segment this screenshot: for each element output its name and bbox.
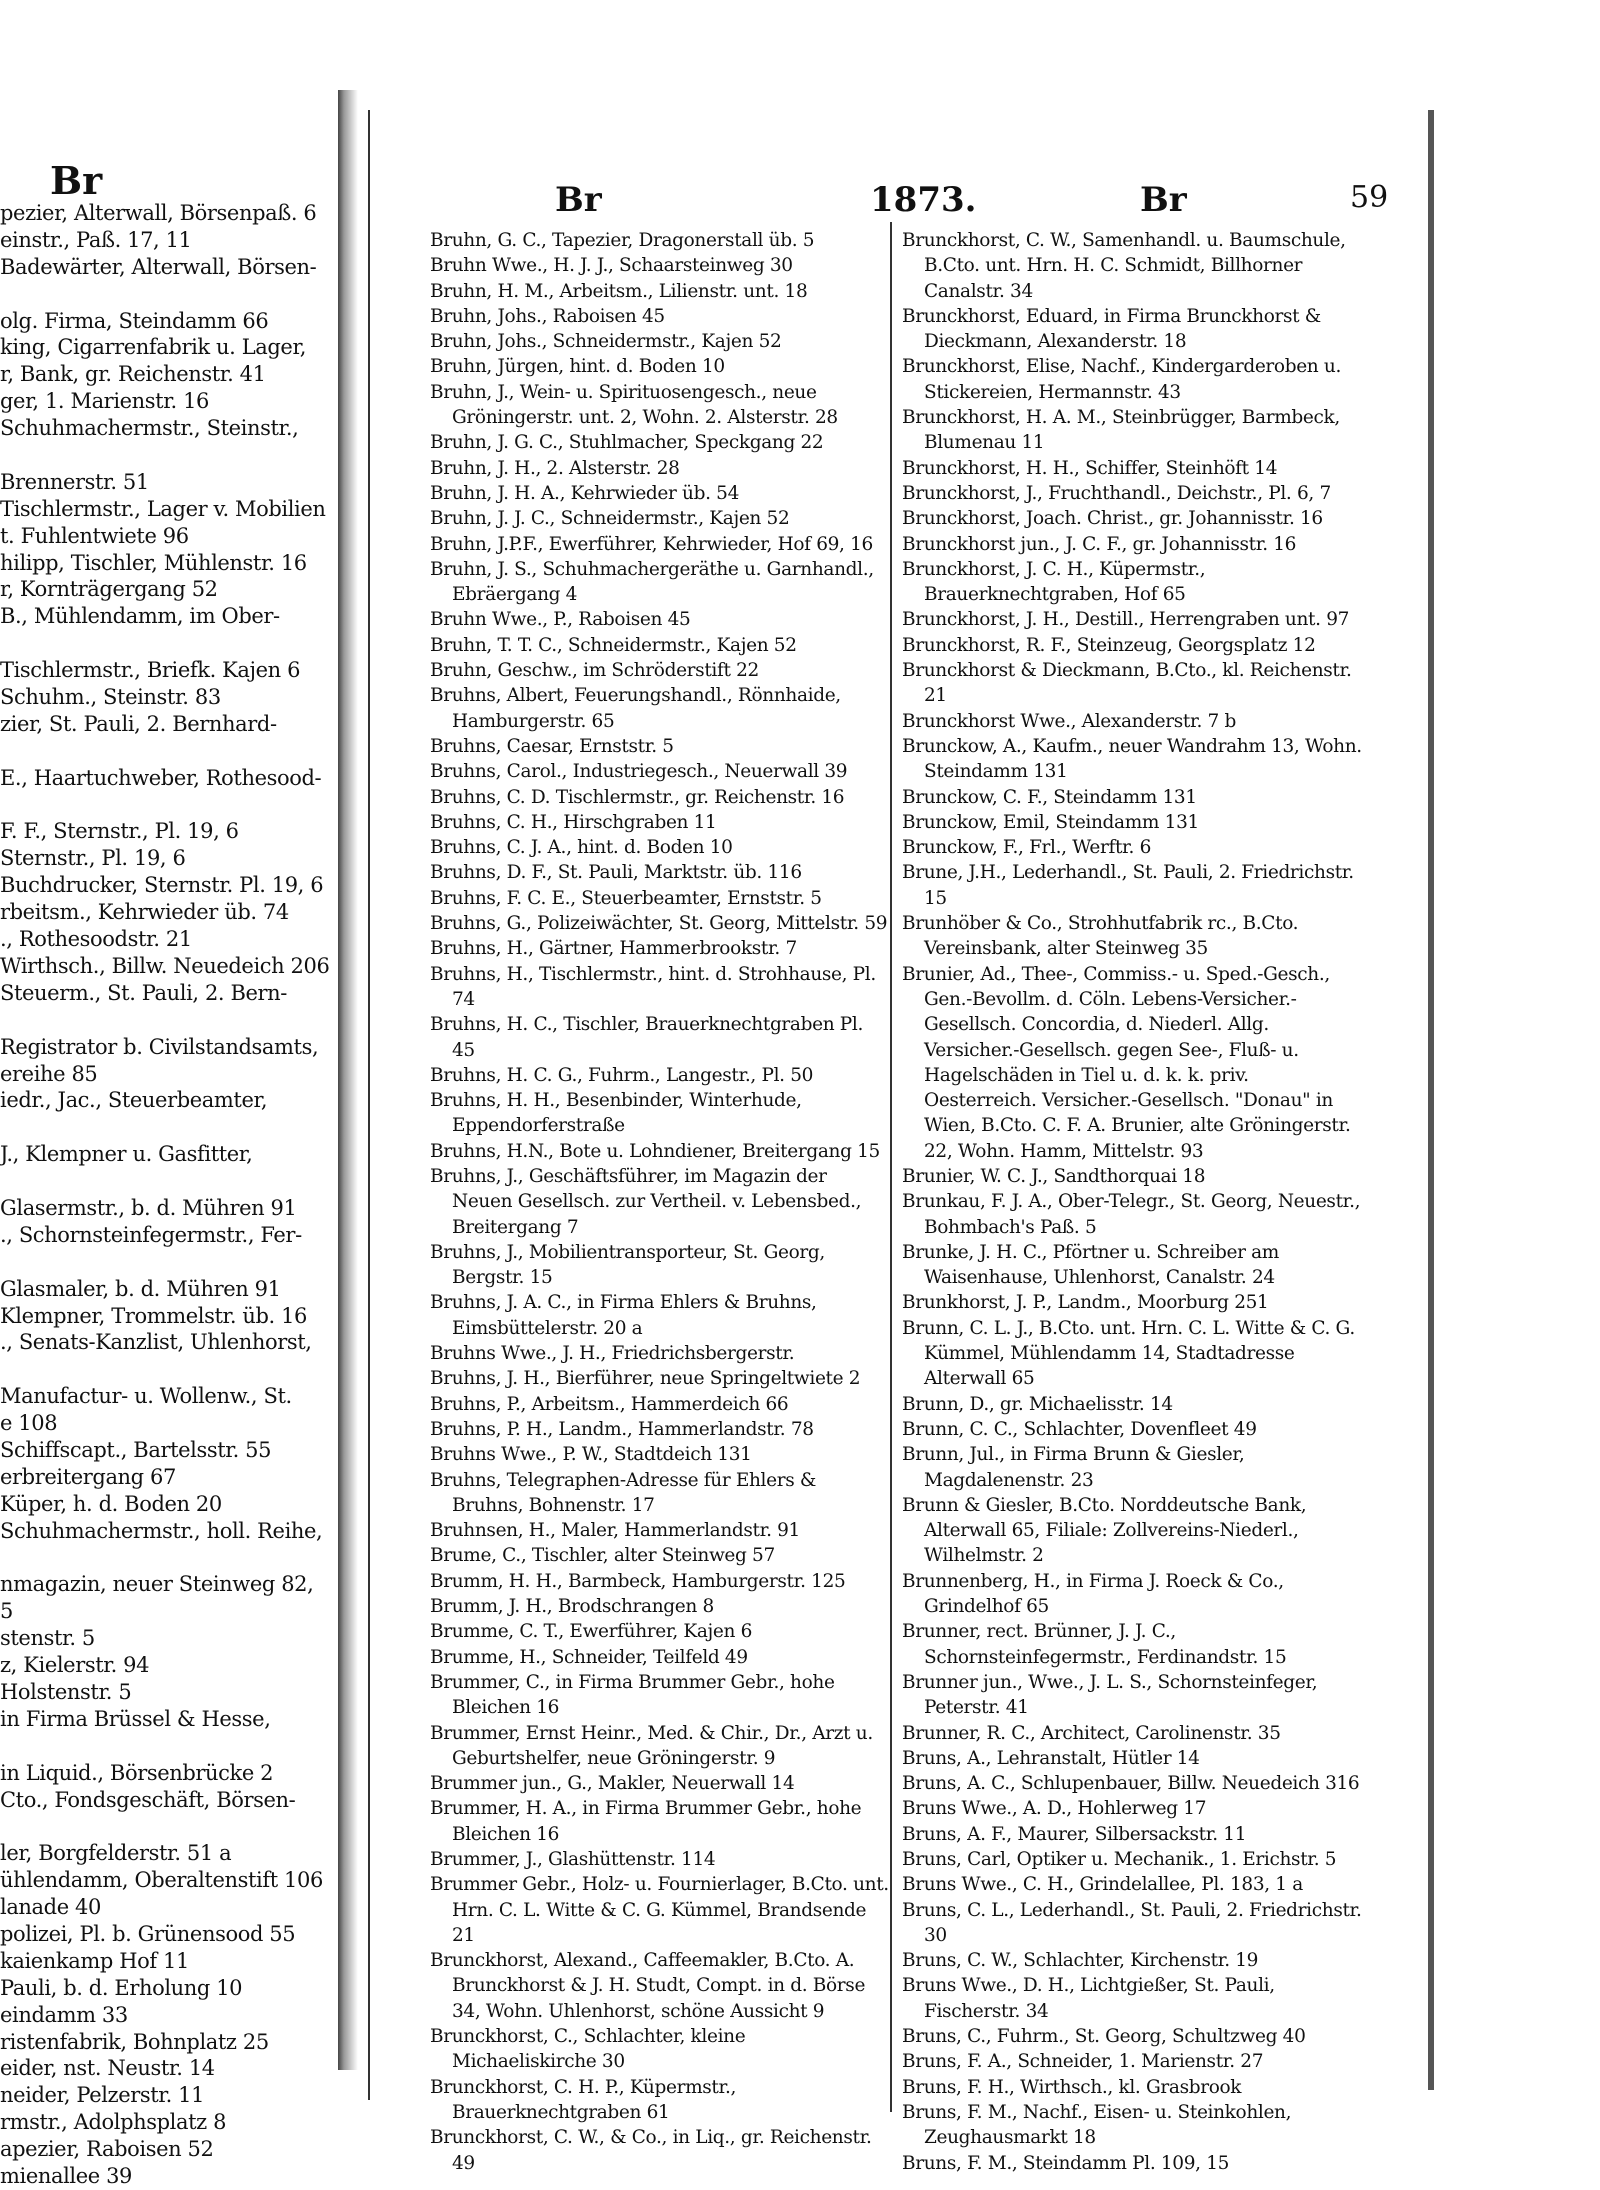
directory-entry: Brunckhorst & Dieckmann, B.Cto., kl. Reichenstr. 21 <box>902 660 1352 707</box>
directory-entry: Brunnenberg, H., in Firma J. Roeck & Co., Grindelhof 65 <box>902 1570 1284 1618</box>
directory-entry: Brunier, W. C. J., Sandthorquai 18 <box>902 1165 1206 1187</box>
directory-entry: Bruhn, Geschw., im Schröderstift 22 <box>430 660 759 682</box>
left-page-line <box>0 442 338 469</box>
directory-entry: Bruhns, H., Gärtner, Hammerbrookstr. 7 <box>430 938 797 960</box>
left-page-line: Glasmaler, b. d. Mühren 91 <box>0 1276 281 1301</box>
left-page-line: kaienkamp Hof 11 <box>0 1948 189 1973</box>
directory-entry: Brunhöber & Co., Strohhutfabrik rc., B.Cto. Vereinsbank, alter Steinweg 35 <box>902 913 1299 960</box>
directory-column-left <box>430 228 890 2176</box>
left-page-line: in Liquid., Börsenbrücke 2 <box>0 1760 274 1785</box>
left-page-line: Buchdrucker, Sternstr. Pl. 19, 6 <box>0 873 324 898</box>
left-page-line: rmstr., Adolphsplatz 8 <box>0 2110 227 2135</box>
directory-entry: Brunn, Jul., in Firma Brunn & Giesler, Magdalenenstr. 23 <box>902 1444 1245 1491</box>
page-number: 59 <box>1350 180 1389 215</box>
left-page-header: Br <box>50 158 103 203</box>
directory-entry: Brummer, Ernst Heinr., Med. & Chir., Dr., Arzt u. Geburtshelfer, neue Gröningerstr. 9 <box>430 1722 873 1769</box>
directory-entry: Brunckhorst, Elise, Nachf., Kindergarderoben u. Stickereien, Hermannstr. 43 <box>902 356 1341 403</box>
left-page-line: z, Kielerstr. 94 <box>0 1653 150 1678</box>
directory-entry: Brunkau, F. J. A., Ober-Telegr., St. Georg, Neuestr., Bohmbach's Paß. 5 <box>902 1191 1361 1238</box>
directory-entry: Bruns, C. W., Schlachter, Kirchenstr. 19 <box>902 1950 1259 1972</box>
left-page-line: e 108 <box>0 1411 58 1436</box>
directory-entry: Bruhns Wwe., P. W., Stadtdeich 131 <box>430 1444 752 1466</box>
directory-entry: Bruhns, H., Tischlermstr., hint. d. Strohhause, Pl. 74 <box>430 963 876 1010</box>
running-head <box>370 180 1389 220</box>
left-page-line: stenstr. 5 <box>0 1626 95 1651</box>
directory-entry: Brunckow, C. F., Steindamm 131 <box>902 786 1197 808</box>
directory-entry: Bruhns, J., Mobilientransporteur, St. Georg, Bergstr. 15 <box>430 1241 825 1289</box>
directory-entry: Brumm, H. H., Barmbeck, Hamburgerstr. 125 <box>430 1570 846 1592</box>
left-page-line: ereihe 85 <box>0 1061 98 1086</box>
directory-entry: Bruhns, G., Polizeiwächter, St. Georg, Mittelstr. 59 <box>430 913 888 935</box>
directory-entry: Bruns, C., Fuhrm., St. Georg, Schultzweg 40 <box>902 2026 1306 2048</box>
left-page-line: olg. Firma, Steindamm 66 <box>0 308 269 333</box>
directory-entry: Bruhns, F. C. E., Steuerbeamter, Ernststr. 5 <box>430 887 822 909</box>
left-page-line: erbreitergang 67 <box>0 1464 176 1489</box>
directory-entry: Bruns Wwe., A. D., Hohlerweg 17 <box>902 1798 1207 1820</box>
left-page-line: J., Klempner u. Gasfitter, <box>0 1142 253 1167</box>
directory-entry: Bruhns, C. J. A., hint. d. Boden 10 <box>430 837 733 859</box>
left-page-line: B., Mühlendamm, im Ober- <box>0 604 280 629</box>
running-head-right: Br <box>1140 180 1187 220</box>
directory-entry: Brunckhorst, Alexand., Caffeemakler, B.Cto. A. Brunckhorst & J. H. Studt, Compt. in d. Börse 34, Wohn. Uhlenhorst, schöne Aussicht 9 <box>430 1950 866 2022</box>
directory-entry: Bruhn, T. T. C., Schneidermstr., Kajen 52 <box>430 634 797 656</box>
directory-entry: Bruhn, Jürgen, hint. d. Boden 10 <box>430 356 725 378</box>
left-page-line: Pauli, b. d. Erholung 10 <box>0 1975 243 2000</box>
directory-entry: Bruhns, J., Geschäftsführer, im Magazin der Neuen Gesellsch. zur Vertheil. v. Lebensbed., Breitergang 7 <box>430 1165 862 1238</box>
left-page-line <box>0 1249 338 1276</box>
left-page-line: Steuerm., St. Pauli, 2. Bern- <box>0 980 288 1005</box>
directory-entry: Brunn, C. C., Schlachter, Dovenfleet 49 <box>902 1418 1257 1440</box>
left-page-line: Cto., Fondsgeschäft, Börsen- <box>0 1787 296 1812</box>
left-page-line <box>0 738 338 765</box>
directory-entry: Brunckhorst, J. H., Destill., Herrengraben unt. 97 <box>902 609 1350 631</box>
left-page-line: 5 <box>0 1599 13 1624</box>
directory-entry: Bruns, A. F., Maurer, Silbersackstr. 11 <box>902 1823 1247 1845</box>
directory-entry: Bruhns, Carol., Industriegesch., Neuerwall 39 <box>430 761 848 783</box>
left-page-line: Schiffscapt., Bartelsstr. 55 <box>0 1437 272 1462</box>
directory-entry: Bruhnsen, H., Maler, Hammerlandstr. 91 <box>430 1520 800 1542</box>
left-page-line: Tischlermstr., Lager v. Mobilien <box>0 496 326 521</box>
left-page-line: r, Bank, gr. Reichenstr. 41 <box>0 362 266 387</box>
directory-entry: Bruhn Wwe., P., Raboisen 45 <box>430 609 691 631</box>
directory-entry: Bruns, F. M., Steindamm Pl. 109, 15 <box>902 2152 1230 2174</box>
directory-entry: Brummer jun., G., Makler, Neuerwall 14 <box>430 1773 795 1795</box>
left-page-line <box>0 1168 338 1195</box>
left-page-line: lanade 40 <box>0 1895 101 1920</box>
directory-entry: Bruhns Wwe., J. H., Friedrichsbergerstr. <box>430 1343 795 1365</box>
directory-entry: Bruns, F. M., Nachf., Eisen- u. Steinkohlen, Zeughausmarkt 18 <box>902 2101 1292 2149</box>
left-page-line: Küper, h. d. Boden 20 <box>0 1491 222 1516</box>
directory-entry: Brunckhorst, C., Schlachter, kleine Michaeliskirche 30 <box>430 2026 746 2073</box>
left-page-line: king, Cigarrenfabrik u. Lager, <box>0 335 307 360</box>
directory-entry: Bruhn, J. J. C., Schneidermstr., Kajen 52 <box>430 508 790 530</box>
left-page-line: ristenfabrik, Bohnplatz 25 <box>0 2029 269 2054</box>
directory-entry: Brummer Gebr., Holz- u. Fournierlager, B.Cto. unt. Hrn. C. L. Witte & C. G. Kümmel, Brandsende 21 <box>430 1874 889 1946</box>
directory-entry: Bruhn, J., Wein- u. Spirituosengesch., neue Gröningerstr. unt. 2, Wohn. 2. Alsterstr. 28 <box>430 381 838 429</box>
left-page-line: Klempner, Trommelstr. üb. 16 <box>0 1303 308 1328</box>
left-page-line: eider, nst. Neustr. 14 <box>0 2056 215 2081</box>
directory-entry: Bruhn, J. H. A., Kehrwieder üb. 54 <box>430 482 739 504</box>
directory-entry: Bruns, C. L., Lederhandl., St. Pauli, 2. Friedrichstr. 30 <box>902 1899 1362 1946</box>
directory-entry: Bruhn, H. M., Arbeitsm., Lilienstr. unt. 18 <box>430 280 808 302</box>
left-page-line: mienallee 39 <box>0 2164 132 2189</box>
directory-entry: Brumm, J. H., Brodschrangen 8 <box>430 1596 714 1618</box>
left-page-line: Sternstr., Pl. 19, 6 <box>0 846 186 871</box>
directory-entry: Brunckhorst, C. W., Samenhandl. u. Baumschule, B.Cto. unt. Hrn. H. C. Schmidt, Billhorner Canalstr. 34 <box>902 230 1346 302</box>
directory-entry: Brunckhorst, H. H., Schiffer, Steinhöft 14 <box>902 457 1278 479</box>
directory-entry: Brunckhorst, J., Fruchthandl., Deichstr., Pl. 6, 7 <box>902 482 1331 504</box>
directory-entry: Brune, J.H., Lederhandl., St. Pauli, 2. Friedrichstr. 15 <box>902 862 1354 909</box>
directory-entry: Brunckhorst, R. F., Steinzeug, Georgsplatz 12 <box>902 634 1316 656</box>
running-head-year: 1873. <box>870 180 977 220</box>
left-page-line <box>0 630 338 657</box>
left-page-line: ger, 1. Marienstr. 16 <box>0 389 210 414</box>
left-page-line: ler, Borgfelderstr. 51 a <box>0 1841 232 1866</box>
left-page-line <box>0 1007 338 1034</box>
left-page-line: t. Fuhlentwiete 96 <box>0 523 189 548</box>
left-page-line: neider, Pelzerstr. 11 <box>0 2083 205 2108</box>
left-page-line: rbeitsm., Kehrwieder üb. 74 <box>0 900 289 925</box>
directory-entry: Brumme, C. T., Ewerführer, Kajen 6 <box>430 1621 753 1643</box>
left-page-line <box>0 1733 338 1760</box>
directory-entry: Bruhn Wwe., H. J. J., Schaarsteinweg 30 <box>430 255 793 277</box>
left-page-line: einstr., Paß. 17, 11 <box>0 227 192 252</box>
directory-entry: Brumme, H., Schneider, Teilfeld 49 <box>430 1646 748 1668</box>
left-page-line <box>0 1545 338 1572</box>
directory-entry: Brunner, R. C., Architect, Carolinenstr. 35 <box>902 1722 1281 1744</box>
left-page-line: Manufactur- u. Wollenw., St. <box>0 1384 292 1409</box>
directory-entry: Bruhn, G. C., Tapezier, Dragonerstall üb. 5 <box>430 230 815 251</box>
directory-entry: Bruhn, J. H., 2. Alsterstr. 28 <box>430 457 680 479</box>
directory-entry: Brummer, C., in Firma Brummer Gebr., hohe Bleichen 16 <box>430 1671 835 1719</box>
directory-entry: Bruhns, Telegraphen-Adresse für Ehlers & Bruhns, Bohnenstr. 17 <box>430 1469 817 1516</box>
left-page-line: pezier, Alterwall, Börsenpaß. 6 <box>0 201 317 225</box>
left-page-line: ., Schornsteinfegermstr., Fer- <box>0 1222 302 1247</box>
directory-entry: Brunckhorst, Eduard, in Firma Brunckhorst & Dieckmann, Alexanderstr. 18 <box>902 305 1321 353</box>
directory-entry: Bruhn, Johs., Schneidermstr., Kajen 52 <box>430 331 782 353</box>
directory-entry: Brunckhorst, C. W., & Co., in Liq., gr. Reichenstr. 49 <box>430 2127 872 2174</box>
directory-entry: Brunckhorst Wwe., Alexanderstr. 7 b <box>902 710 1236 732</box>
left-page <box>0 118 342 2189</box>
directory-entry: Brunkhorst, J. P., Landm., Moorburg 251 <box>902 1292 1269 1314</box>
left-page-line <box>0 281 338 308</box>
left-page-line: Schuhmachermstr., Steinstr., <box>0 416 299 441</box>
directory-entry: Brunckhorst jun., J. C. F., gr. Johannisstr. 16 <box>902 533 1297 555</box>
directory-entry: Bruhns, P., Arbeitsm., Hammerdeich 66 <box>430 1393 789 1415</box>
directory-entry: Brunckhorst, H. A. M., Steinbrügger, Barmbeck, Blumenau 11 <box>902 407 1340 454</box>
directory-entry: Bruhn, Johs., Raboisen 45 <box>430 305 665 327</box>
directory-entry: Bruns Wwe., D. H., Lichtgießer, St. Pauli, Fischerstr. 34 <box>902 1975 1275 2022</box>
left-page-line: polizei, Pl. b. Grünensood 55 <box>0 1922 296 1946</box>
directory-entry: Bruhns, J. A. C., in Firma Ehlers & Bruhns, Eimsbüttelerstr. 20 a <box>430 1292 817 1339</box>
left-page-line: E., Haartuchweber, Rothesood- <box>0 765 322 790</box>
directory-entry: Bruhns, H. C., Tischler, Brauerknechtgraben Pl. 45 <box>430 1014 863 1061</box>
directory-entry: Brunckow, Emil, Steindamm 131 <box>902 811 1199 833</box>
directory-entry: Brunn & Giesler, B.Cto. Norddeutsche Bank, Alterwall 65, Filiale: Zollvereins-Niederl., Wilhelmstr. 2 <box>902 1494 1307 1567</box>
directory-entry: Bruns, F. A., Schneider, 1. Marienstr. 27 <box>902 2051 1264 2073</box>
directory-entry: Brunier, Ad., Thee-, Commiss.- u. Sped.-Gesch., Gen.-Bevollm. d. Cöln. Lebens-Versicher.-Gesellsch. Concordia, d. Niederl. Allg. Versicher.-Gesellsch. gegen See-, Fluß- u. Hagelschäden in Tiel u. d. k. k. priv. Oesterreich. Versicher.-Gesellsch. "Donau" in Wien, B.Cto. C. F. A. Brunier, alte Gröningerstr. 22, Wohn. Hamm, Mittelstr. 93 <box>902 963 1351 1162</box>
left-page-line: Wirthsch., Billw. Neuedeich 206 <box>0 953 330 978</box>
directory-entry: Bruhns, H. C. G., Fuhrm., Langestr., Pl. 50 <box>430 1064 814 1086</box>
directory-entry: Bruhns, Caesar, Ernststr. 5 <box>430 735 674 757</box>
directory-entry: Brummer, J., Glashüttenstr. 114 <box>430 1849 716 1870</box>
directory-entry: Brunckhorst, C. H. P., Küpermstr., Brauerknechtgraben 61 <box>430 2076 737 2123</box>
left-page-line <box>0 1114 338 1141</box>
directory-entry: Bruns, A. C., Schlupenbauer, Billw. Neuedeich 316 <box>902 1773 1360 1795</box>
left-page-lines <box>0 200 338 2190</box>
directory-entry: Bruhns, H. H., Besenbinder, Winterhude, Eppendorferstraße <box>430 1090 802 1137</box>
directory-entry: Brunckow, A., Kaufm., neuer Wandrahm 13, Wohn. Steindamm 131 <box>902 735 1362 783</box>
left-page-line: ., Rothesoodstr. 21 <box>0 927 192 952</box>
left-page-line: Schuhm., Steinstr. 83 <box>0 685 221 710</box>
directory-entry: Brunke, J. H. C., Pförtner u. Schreiber am Waisenhause, Uhlenhorst, Canalstr. 24 <box>902 1241 1279 1289</box>
column-divider <box>890 222 892 2112</box>
directory-entry: Bruns, F. H., Wirthsch., kl. Grasbrook <box>902 2076 1242 2098</box>
directory-entry: Bruhn, J.P.F., Ewerführer, Kehrwieder, Hof 69, 16 <box>430 533 873 555</box>
left-page-line <box>0 1813 338 1840</box>
left-page-line <box>0 792 338 819</box>
directory-entry: Bruns Wwe., C. H., Grindelallee, Pl. 183, 1 a <box>902 1874 1303 1896</box>
directory-entry: Brume, C., Tischler, alter Steinweg 57 <box>430 1545 775 1567</box>
left-page-line: Registrator b. Civilstandsamts, <box>0 1034 319 1059</box>
directory-entry: Bruns, A., Lehranstalt, Hütler 14 <box>902 1747 1200 1769</box>
left-page-line: zier, St. Pauli, 2. Bernhard- <box>0 711 277 736</box>
left-page-line: in Firma Brüssel & Hesse, <box>0 1706 271 1731</box>
directory-entry: Bruhns, H.N., Bote u. Lohndiener, Breitergang 15 <box>430 1140 880 1162</box>
left-page-line: apezier, Raboisen 52 <box>0 2137 214 2162</box>
directory-entry: Bruhns, J. H., Bierführer, neue Springeltwiete 2 <box>430 1368 861 1390</box>
left-page-line: Schuhmachermstr., holl. Reihe, <box>0 1518 323 1543</box>
left-page-line: ., Senats-Kanzlist, Uhlenhorst, <box>0 1330 312 1355</box>
directory-entry: Bruhns, D. F., St. Pauli, Marktstr. üb. 116 <box>430 862 802 884</box>
left-page-line: Glasermstr., b. d. Mühren 91 <box>0 1195 297 1220</box>
directory-entry: Brummer, H. A., in Firma Brummer Gebr., hohe Bleichen 16 <box>430 1798 862 1845</box>
directory-entry: Bruhn, J. G. C., Stuhlmacher, Speckgang 22 <box>430 432 824 454</box>
left-page-line: Brennerstr. 51 <box>0 469 149 494</box>
directory-entry: Bruhns, C. H., Hirschgraben 11 <box>430 811 717 833</box>
left-page-line <box>0 1356 338 1383</box>
directory-entry: Bruhn, J. S., Schuhmachergeräthe u. Garnhandl., Ebräergang 4 <box>430 558 874 606</box>
left-page-line: F. F., Sternstr., Pl. 19, 6 <box>0 819 239 844</box>
directory-entry: Bruhns, C. D. Tischlermstr., gr. Reichenstr. 16 <box>430 786 845 808</box>
directory-column-right <box>902 228 1362 2176</box>
left-page-line: iedr., Jac., Steuerbeamter, <box>0 1088 268 1113</box>
directory-entry: Bruhns, P. H., Landm., Hammerlandstr. 78 <box>430 1418 814 1440</box>
page-edge <box>1428 110 1434 2090</box>
left-page-line: eindamm 33 <box>0 2002 128 2027</box>
directory-entry: Bruhns, Albert, Feuerungshandl., Rönnhaide, Hamburgerstr. 65 <box>430 685 841 732</box>
left-page-line: Holstenstr. 5 <box>0 1679 132 1704</box>
running-head-left: Br <box>555 180 602 220</box>
directory-entry: Brunn, D., gr. Michaelisstr. 14 <box>902 1393 1173 1415</box>
right-page <box>368 110 1430 2174</box>
directory-entry: Brunner, rect. Brünner, J. J. C., Schornsteinfegermstr., Ferdinandstr. 15 <box>902 1621 1287 1668</box>
directory-entry: Brunckhorst, J. C. H., Küpermstr., Brauerknechtgraben, Hof 65 <box>902 558 1206 606</box>
left-page-line: Badewärter, Alterwall, Börsen- <box>0 254 317 279</box>
directory-entry: Brunckhorst, Joach. Christ., gr. Johannisstr. 16 <box>902 508 1323 530</box>
directory-entry: Brunn, C. L. J., B.Cto. unt. Hrn. C. L. Witte & C. G. Kümmel, Mühlendamm 14, Stadtadresse Alterwall 65 <box>902 1317 1355 1390</box>
directory-entry: Brunckow, F., Frl., Werftr. 6 <box>902 837 1151 859</box>
left-page-line: nmagazin, neuer Steinweg 82, <box>0 1572 314 1597</box>
left-page-line: hilipp, Tischler, Mühlenstr. 16 <box>0 550 307 575</box>
left-page-line: ühlendamm, Oberaltenstift 106 <box>0 1868 323 1893</box>
left-page-line: Tischlermstr., Briefk. Kajen 6 <box>0 658 301 683</box>
directory-entry: Brunner jun., Wwe., J. L. S., Schornsteinfeger, Peterstr. 41 <box>902 1671 1318 1719</box>
left-page-line: r, Kornträgergang 52 <box>0 577 218 602</box>
book-gutter <box>338 90 368 2070</box>
directory-entry: Bruns, Carl, Optiker u. Mechanik., 1. Erichstr. 5 <box>902 1849 1337 1870</box>
